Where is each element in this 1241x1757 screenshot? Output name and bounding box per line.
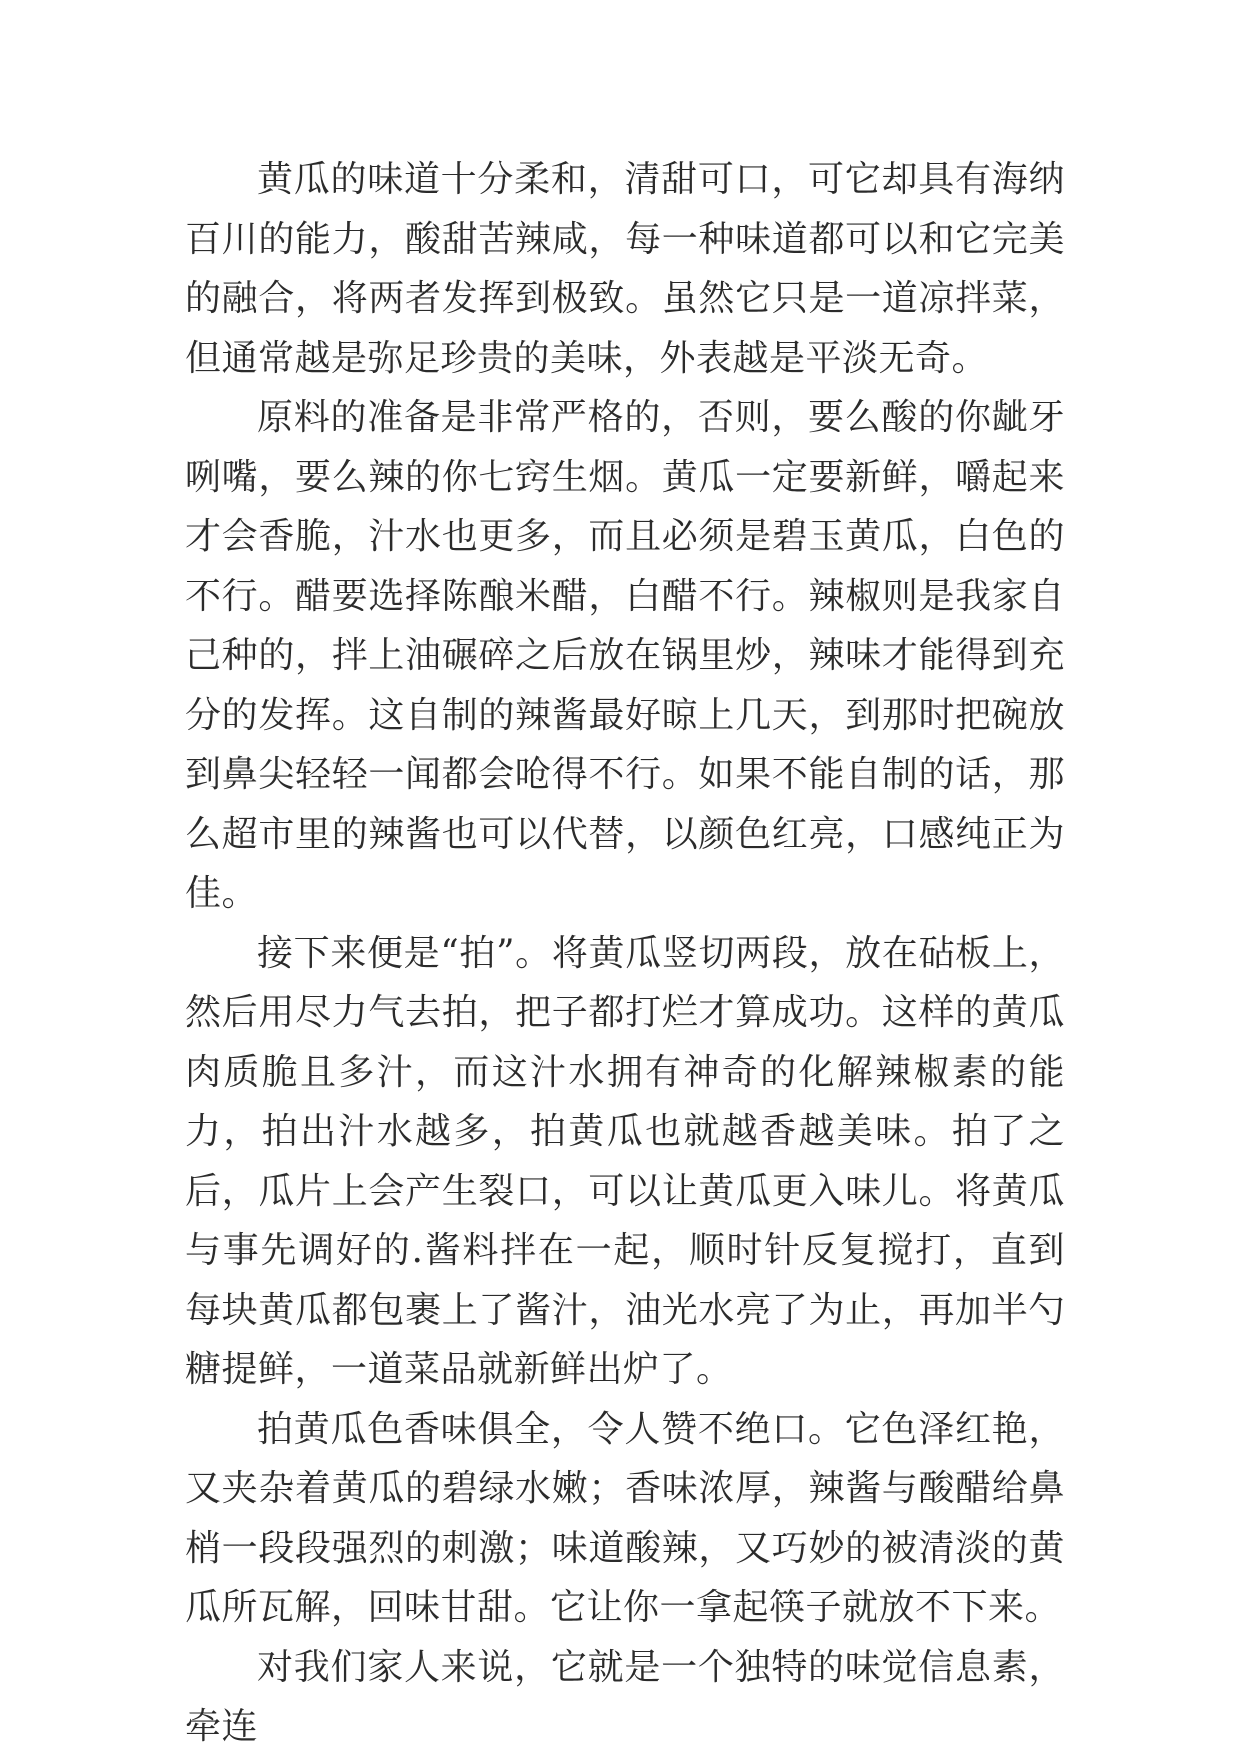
paragraph-4: 拍黄瓜色香味俱全，令人赞不绝口。它色泽红艳，又夹杂着黄瓜的碧绿水嫩；香味浓厚，辣酱与酸醋给鼻梢一段段强烈的刺激；味道酸辣，又巧妙的被清淡的黄瓜所瓦解，回味甘甜。它让你一拿起筷子就放不下来。: [185, 1408, 1065, 1628]
paragraph-1: 黄瓜的味道十分柔和，清甜可口，可它却具有海纳百川的能力，酸甜苦辣咸，每一种味道都可以和它完美的融合，将两者发挥到极致。虽然它只是一道凉拌菜，但通常越是弥足珍贵的美味，外表越是平淡无奇。: [185, 159, 1065, 379]
document-body: [185, 150, 1065, 1757]
paragraph-5: 对我们家人来说，它就是一个独特的味觉信息素，牵连: [185, 1646, 1065, 1747]
paragraph-2: 原料的准备是非常严格的，否则，要么酸的你龇牙咧嘴，要么辣的你七窍生烟。黄瓜一定要新鲜，嚼起来才会香脆，汁水也更多，而且必须是碧玉黄瓜，白色的不行。醋要选择陈酿米醋，白醋不行。辣椒则是我家自己种的，拌上油碾碎之后放在锅里炒，辣味才能得到充分的发挥。这自制的辣酱最好晾上几天，到那时把碗放到鼻尖轻轻一闻都会呛得不行。如果不能自制的话，那么超市里的辣酱也可以代替，以颜色红亮，口感纯正为佳。: [185, 397, 1065, 914]
paragraph-3: 接下来便是“拍”。将黄瓜竖切两段，放在砧板上，然后用尽力气去拍，把子都打烂才算成功。这样的黄瓜肉质脆且多汁，而这汁水拥有神奇的化解辣椒素的能力，拍出汁水越多，拍黄瓜也就越香越美味。拍了之后，瓜片上会产生裂口，可以让黄瓜更入味儿。将黄瓜与事先调好的.酱料拌在一起，顺时针反复搅打，直到每块黄瓜都包裹上了酱汁，油光水亮了为止，再加半勺糖提鲜，一道菜品就新鲜出炉了。: [185, 932, 1065, 1390]
